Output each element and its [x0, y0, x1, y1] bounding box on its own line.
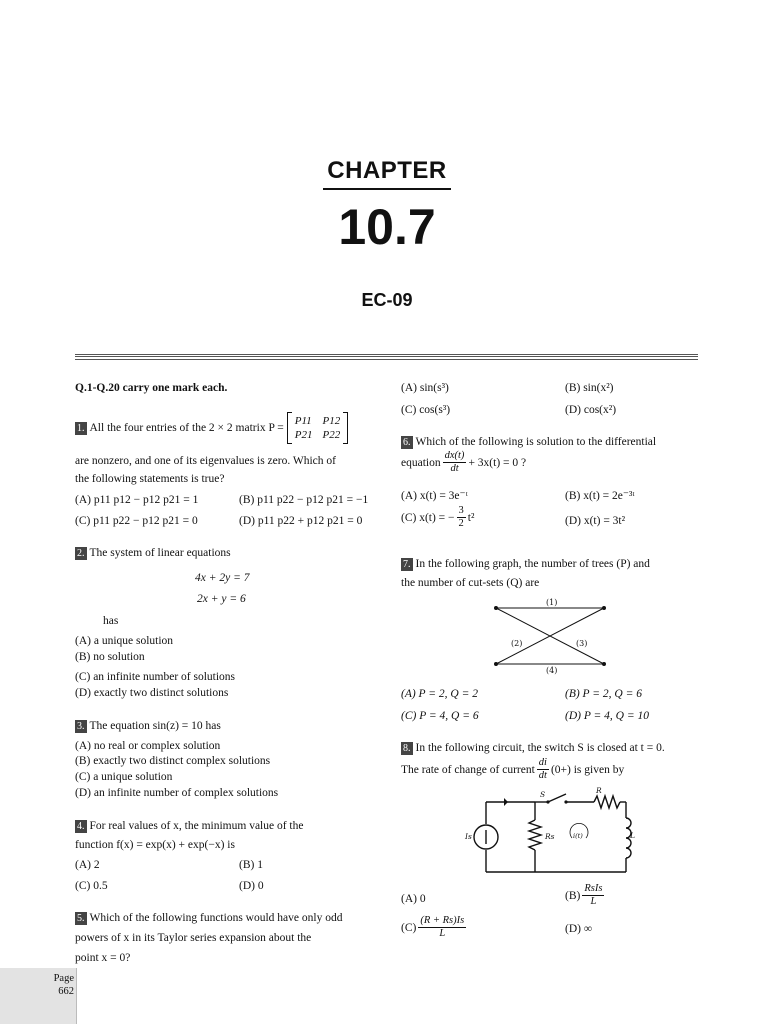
circuit-label-it: i(t): [573, 832, 583, 840]
matrix-p: [287, 412, 348, 444]
option-b: (B) x(t) = 2e⁻³ᵗ: [565, 490, 635, 502]
text-fragment: (B): [565, 889, 581, 902]
text-fragment: (C) x(t) = −: [401, 511, 455, 524]
fraction: [537, 757, 549, 782]
circuit-label-rs: Rs: [545, 832, 555, 841]
question-number: 1.: [77, 422, 85, 434]
frac-denominator: 2: [458, 518, 464, 529]
section-code: EC-09: [361, 290, 413, 310]
option-a: (A) 0: [401, 893, 426, 905]
matrix-entry: P11: [294, 415, 312, 427]
matrix-entry: P22: [322, 429, 341, 441]
option-d: (D) an infinite number of complex solutions: [75, 787, 279, 799]
option-a: (A) P = 2, Q = 2: [401, 688, 478, 700]
question-text: function f(x) = exp(x) + exp(−x) is: [75, 839, 235, 851]
question-text: All the four entries of the 2 × 2 matrix P =: [89, 422, 284, 434]
question-number: 6.: [403, 437, 411, 448]
question-text: In the following circuit, the switch S is closed at t = 0.: [415, 742, 665, 754]
option-c: [401, 915, 468, 940]
page-number: 662: [58, 986, 74, 997]
fraction: [418, 915, 466, 940]
question-3: [75, 718, 221, 734]
question-text: Which of the following is solution to the differential: [415, 436, 657, 448]
fraction: [582, 883, 604, 908]
circuit-label-l: L: [630, 831, 635, 840]
matrix-entry: P21: [294, 429, 313, 441]
question-2: [75, 545, 231, 561]
option-c: (C) cos(s³): [401, 404, 451, 416]
frac-numerator: 3: [458, 505, 464, 516]
header-rule: [75, 354, 698, 360]
matrix-entry: P12: [322, 415, 341, 427]
question-number: 3.: [77, 721, 85, 732]
question-text: are nonzero, and one of its eigenvalues is zero. Which of: [75, 455, 336, 467]
option-c: (C) an infinite number of solutions: [75, 671, 236, 683]
option-d: (D) ∞: [565, 923, 593, 935]
question-text: the following statements is true?: [75, 473, 225, 485]
option-a: (A) p11 p12 − p12 p21 = 1: [75, 494, 199, 506]
option-b: (B) exactly two distinct complex solutions: [75, 755, 271, 767]
option-d: (D) p11 p22 + p12 p21 = 0: [239, 515, 363, 527]
frac-denominator: dt: [538, 770, 547, 781]
text-fragment: equation: [401, 456, 441, 469]
fraction: [443, 450, 467, 475]
frac-denominator: dt: [450, 463, 459, 474]
option-d: (D) x(t) = 3t²: [565, 515, 626, 527]
circuit-label-s: S: [540, 790, 546, 799]
text-fragment: (0+) is given by: [550, 763, 625, 776]
circuit-label-r: R: [596, 786, 602, 795]
question-7: [401, 556, 650, 572]
frac-numerator: dx(t): [444, 450, 465, 461]
option-a: (A) a unique solution: [75, 635, 174, 647]
question-number: 7.: [403, 559, 411, 570]
option-a: (A) sin(s³): [401, 382, 449, 394]
question-text: [401, 757, 624, 782]
text-fragment: (C): [401, 921, 417, 934]
option-c: [401, 505, 474, 530]
frac-denominator: L: [439, 928, 446, 939]
graph-label: (2): [511, 639, 523, 648]
question-text: The system of linear equations: [89, 547, 231, 559]
question-number: 4.: [77, 821, 85, 832]
chapter-underline: [323, 188, 451, 190]
option-a: (A) 2: [75, 859, 100, 871]
graph-label: (3): [576, 639, 588, 648]
fraction: [457, 505, 466, 530]
question-6: [401, 434, 656, 450]
equation-1: 4x + 2y = 7: [195, 572, 250, 584]
option-b: (B) no solution: [75, 651, 145, 663]
question-text: Which of the following functions would have only odd: [89, 912, 343, 924]
question-text: has: [103, 615, 119, 627]
option-d: (D) 0: [239, 880, 264, 892]
section-intro: Q.1-Q.20 carry one mark each.: [75, 382, 228, 394]
option-c: (C) p11 p22 − p12 p21 = 0: [75, 515, 198, 527]
question-number: 8.: [403, 743, 411, 754]
circuit-label-is: Is: [465, 832, 472, 841]
equation-2: 2x + y = 6: [197, 593, 246, 605]
option-c: (C) a unique solution: [75, 771, 173, 783]
option-b: (B) 1: [239, 859, 263, 871]
question-5: [75, 910, 342, 926]
graph-label: (4): [546, 666, 558, 675]
text-fragment: The rate of change of current: [401, 763, 535, 776]
option-d: (D) exactly two distinct solutions: [75, 687, 229, 699]
question-text: The equation sin(z) = 10 has: [89, 720, 221, 732]
text-fragment: + 3x(t) = 0 ?: [468, 456, 527, 469]
question-text: For real values of x, the minimum value of the: [89, 820, 304, 832]
chapter-label: CHAPTER: [327, 157, 447, 184]
frac-numerator: RsIs: [584, 883, 603, 894]
option-b: (B) P = 2, Q = 6: [565, 688, 642, 700]
option-d: (D) cos(x²): [565, 404, 617, 416]
chapter-number: 10.7: [338, 199, 436, 255]
question-text: the number of cut-sets (Q) are: [401, 577, 540, 589]
option-d: (D) P = 4, Q = 10: [565, 710, 649, 722]
option-a: (A) x(t) = 3e⁻ᵗ: [401, 490, 468, 502]
question-1: [75, 412, 348, 444]
text-fragment: t²: [467, 511, 475, 524]
option-b: [565, 883, 606, 908]
option-b: (B) p11 p22 − p12 p21 = −1: [239, 494, 369, 506]
frac-denominator: L: [590, 896, 597, 907]
frac-numerator: di: [538, 757, 547, 768]
graph-label: (1): [546, 598, 558, 607]
question-number: 2.: [77, 548, 85, 559]
option-c: (C) P = 4, Q = 6: [401, 710, 479, 722]
option-a: (A) no real or complex solution: [75, 740, 221, 752]
question-text: point x = 0?: [75, 952, 131, 964]
page-label: Page: [53, 973, 74, 984]
question-text: [401, 450, 526, 475]
question-text: In the following graph, the number of trees (P) and: [415, 558, 650, 570]
question-number: 5.: [77, 913, 85, 924]
question-text: powers of x in its Taylor series expansion about the: [75, 932, 312, 944]
question-4: [75, 818, 303, 834]
circuit-figure: [460, 786, 640, 878]
frac-numerator: (R + Rs)Is: [420, 915, 465, 926]
option-b: (B) sin(x²): [565, 382, 614, 394]
option-c: (C) 0.5: [75, 880, 108, 892]
question-8: [401, 740, 665, 756]
graph-figure: [490, 596, 614, 676]
